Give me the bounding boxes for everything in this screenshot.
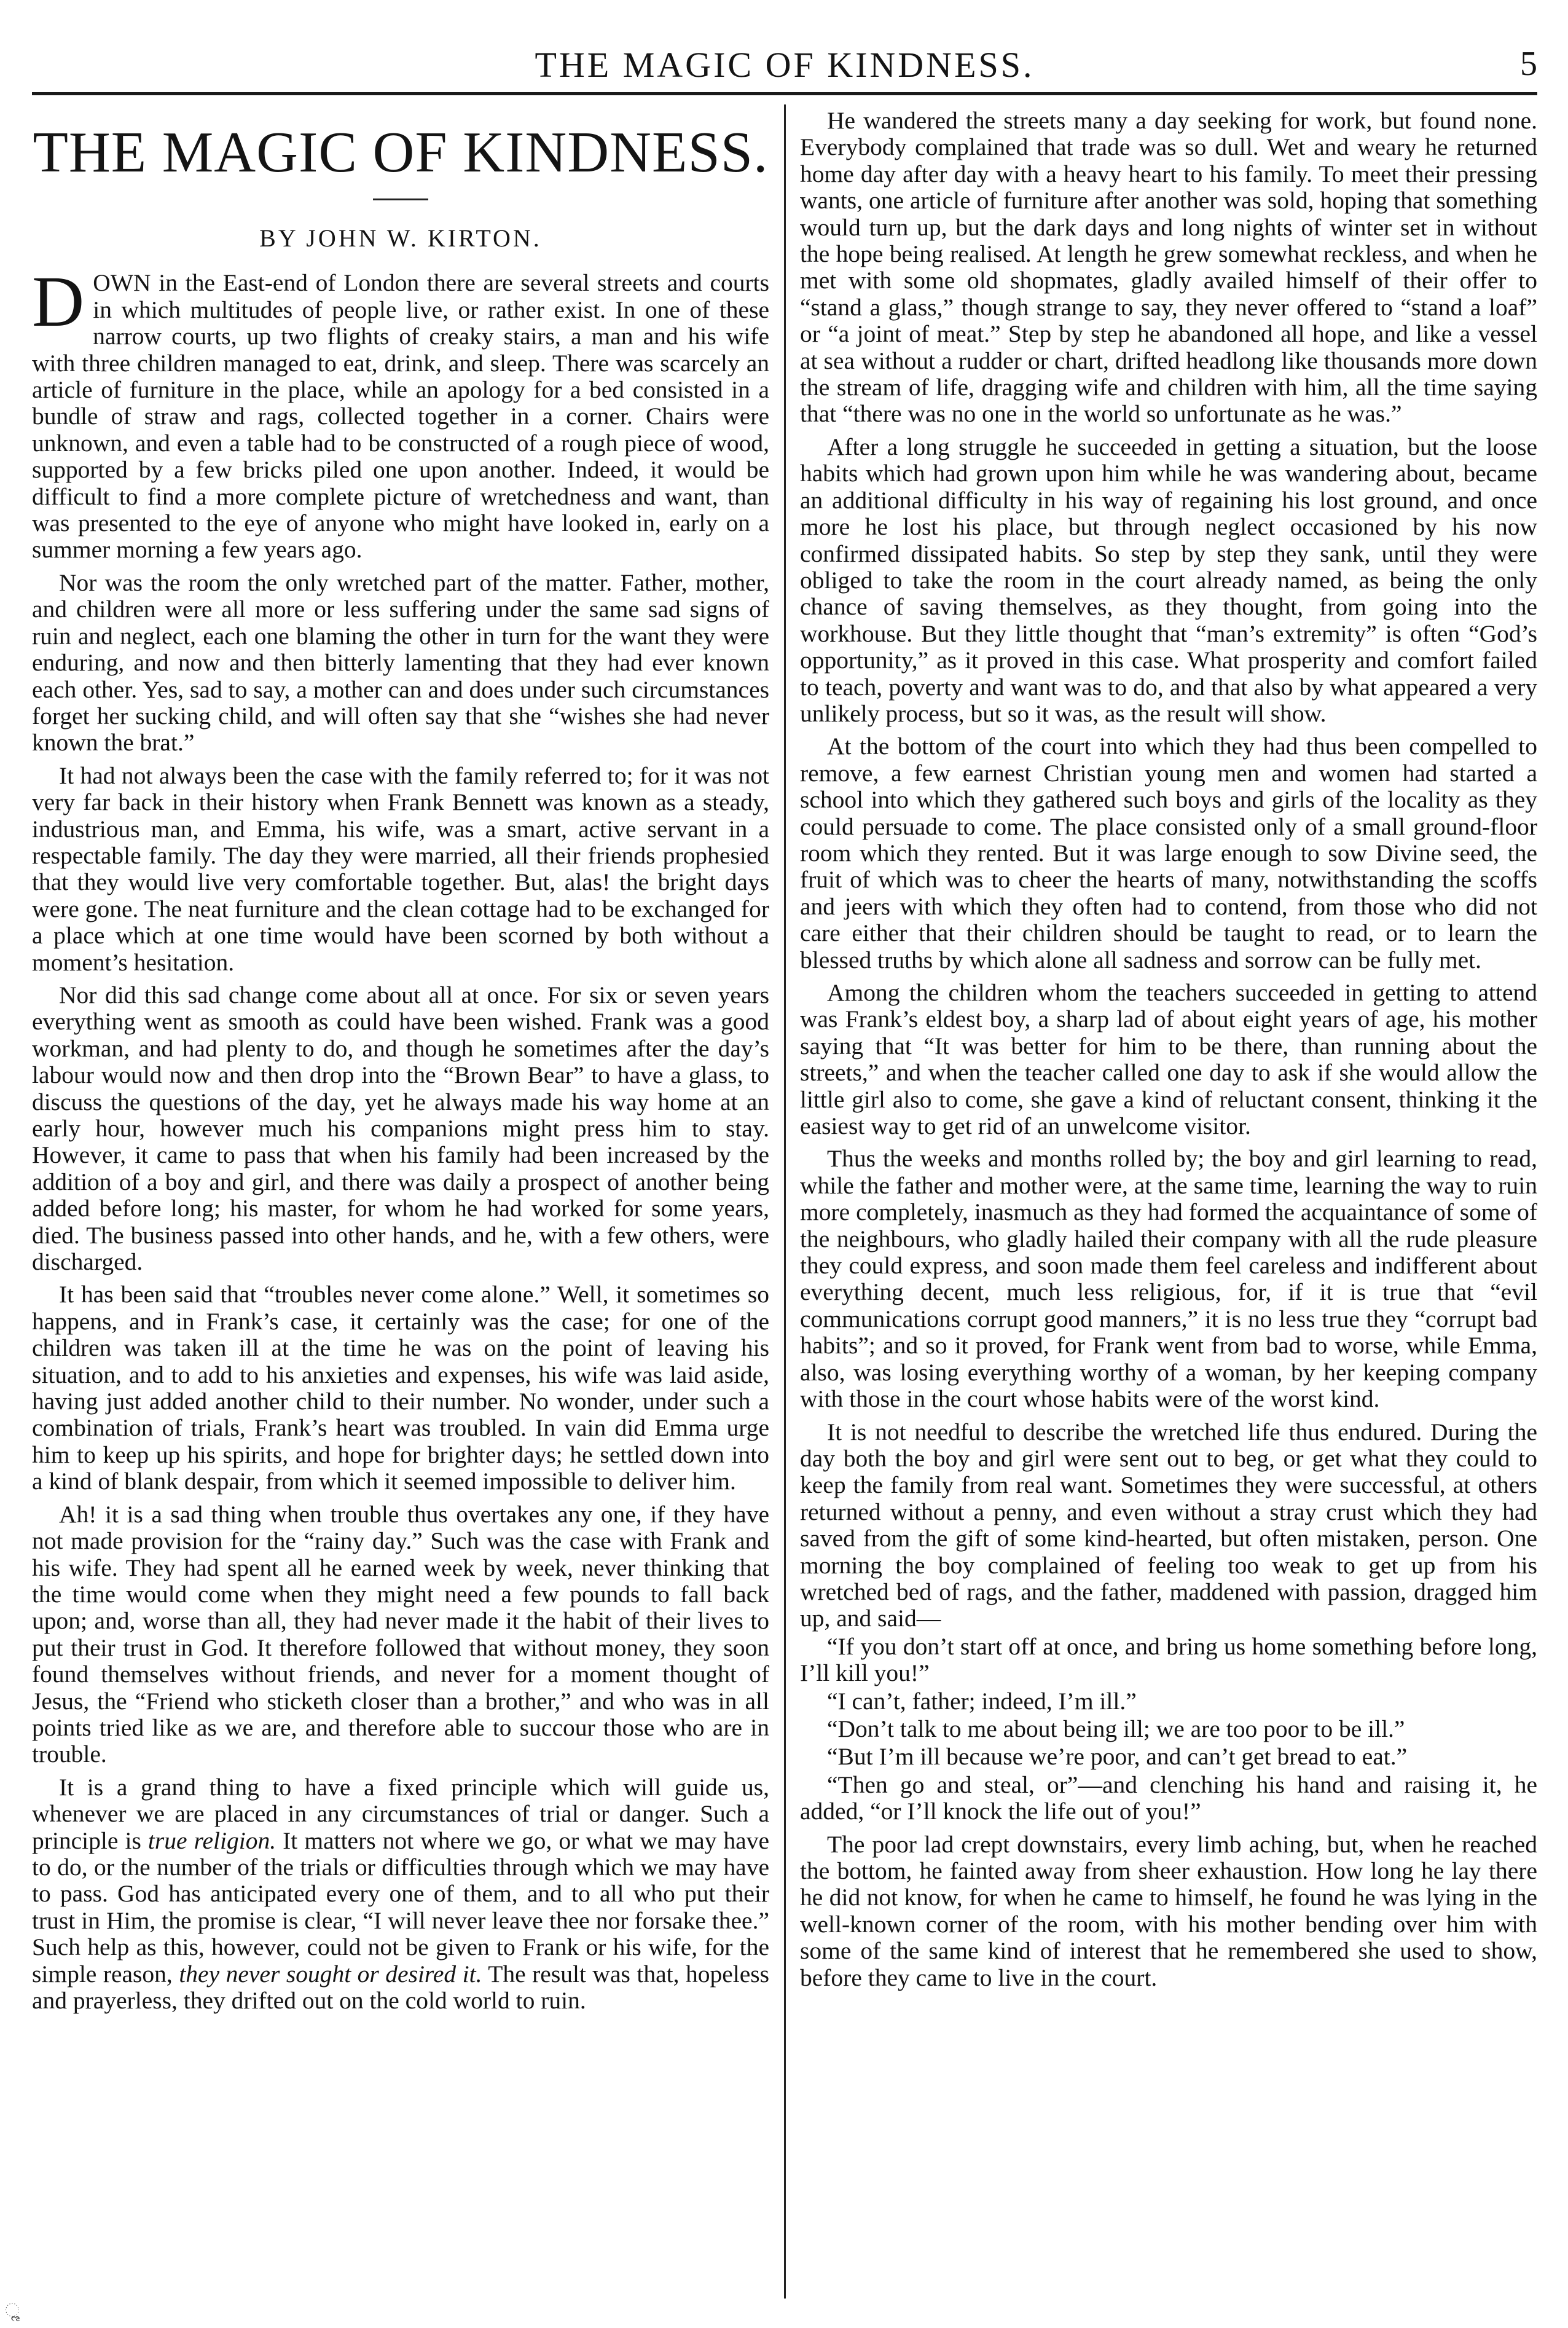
paragraph [32, 1774, 769, 2015]
article-title: THE MAGIC OF KINDNESS. [33, 120, 769, 184]
paragraph: Nor did this sad change come about all at once. For six or seven years everything went as smooth as could have been wished. Frank was a good workman, and had plenty to do, and though he sometimes after the day’s labour would now and then drop into the “Brown Bear” to have a glass, to discuss the questions of the day, yet he always made his way home at an early hour, however much his companions might press him to stay. However, it came to pass that when his family had been increased by the addition of a boy and girl, and there was daily a prospect of another being added before long; his master, for whom he had worked for some years, died. The business passed into other hands, and he, with a few others, were discharged. [32, 981, 769, 1276]
paragraph: It has been said that “troubles never come alone.” Well, it sometimes so happens, and in Frank’s case, it certainly was the case; for one of the children was taken ill at the time he was on the point of leaving his situation, and to add to his anxieties and expenses, his wife was laid aside, having just added another child to their number. No wonder, under such a combination of trials, Frank’s heart was troubled. In vain did Emma urge him to keep up his spirits, and hope for brighter days; he settled down into a kind of blank despair, from which it seemed impossible to deliver him. [32, 1281, 769, 1495]
paragraph: Among the children whom the teachers succeeded in getting to attend was Frank’s eldest boy, a sharp lad of about eight years of age, his mother saying that “It was better for him to be there, than running about the streets,” and when the teacher called one day to ask if she would allow the little girl also to come, she gave a kind of reluctant consent, thinking it the easiest way to get rid of an unwelcome visitor. [800, 979, 1537, 1140]
page-header [32, 44, 1537, 87]
paragraph: Nor was the room the only wretched part of the matter. Father, mother, and children were all more or less suffering under the same sad signs of ruin and neglect, each one blaming the other in turn for the want they were enduring, and now and then bitterly lamenting that they had ever known each other. Yes, sad to say, a mother can and does under such circumstances forget her sucking child, and will often say that she “wishes she had never known the brat.” [32, 568, 769, 757]
dialogue-line: “I can’t, father; indeed, I’m ill.” [827, 1687, 1137, 1715]
paragraph: At the bottom of the court into which they had thus been compelled to remove, a few earnest Christian young men and women had started a school into which they gathered such boys and girls of the locality as they could persuade to come. The place consisted only of a small ground-floor room which they rented. But it was large enough to sow Divine seed, the fruit of which was to cheer the hearts of many, notwithstanding the scoffs and jeers with which they often had to contend, from those who did not care either that their children should be taught to read, or to learn the blessed truths by which alone all sadness and sorrow can be fully met. [800, 733, 1537, 973]
italic-phrase: true religion. [147, 1827, 276, 1854]
byline: BY JOHN W. KIRTON. [259, 224, 542, 252]
paragraph: Thus the weeks and months rolled by; the boy and girl learning to read, while the father and mother were, at the same time, learning the way to ruin more completely, inasmuch as they had formed the acquaintance of some of the neighbours, who gladly hailed their company with all the rude pleasure they could express, and soon made them feel careless and indifferent about everything decent, much less religious, for, if it is true that “evil communications corrupt good manners,” it is no less true they “corrupt bad habits”; and so it proved, for Frank went from bad to worse, while Emma, also, was losing everything worthy of a woman, by her keeping company with those in the court whose habits were of the worst kind. [800, 1145, 1537, 1413]
paragraph-text: The result was that, hopeless and prayerless, they drifted out on the cold world to ruin. [32, 1960, 769, 2014]
paragraph-text: It is a grand thing to have a fixed principle which will guide us, whenever we are placed in any circumstances of trial or danger. Such a principle is [32, 1773, 769, 1854]
dialogue-line: “But I’m ill because we’re poor, and can’t get bread to eat.” [827, 1743, 1408, 1771]
margin-mark: ૢ [5, 2300, 20, 2321]
paragraph: After a long struggle he succeeded in getting a situation, but the loose habits which had grown upon him while he was wandering about, became an additional difficulty in his way of regaining his lost ground, and once more he lost his place, but through neglect occasioned by his now confirmed dissipated habits. So step by step they sank, until they were obliged to take the room in the court already named, as being the only chance of saving themselves, as they thought, from going into the workhouse. But they little thought that “man’s extremity” is often “God’s opportunity,” as it proved in this case. What prosperity and comfort failed to teach, poverty and want was to do, and that also by what appeared a very unlikely process, but so it was, as the result will show. [800, 433, 1537, 727]
dialogue-line: “Then go and steal, or”—and clenching his hand and raising it, he added, “or I’ll knock the life out of you!” [800, 1771, 1537, 1825]
header-rule [32, 92, 1537, 95]
paragraph-text: OWN in the East-end of London there are several streets and courts in which multitudes of people live, or rather exist. In one of these narrow courts, up two flights of creaky stairs, a man and his wife with three children managed to eat, drink, and sleep. There was scarcely an article of furniture in the place, while an apology for a bed consisted in a bundle of straw and rags, collected together in a corner. Chairs were unknown, and even a table had to be constructed of a rough piece of wood, supported by a few bricks piled one upon another. Indeed, it would be difficult to find a more complete picture of wretchedness and want, than was presented to the eye of anyone who might have looked in, early on a summer morning a few years ago. [32, 269, 769, 564]
dialogue-line: “Don’t talk to me about being ill; we are too poor to be ill.” [827, 1715, 1405, 1742]
title-rule [373, 199, 428, 200]
paragraph [32, 261, 769, 564]
paragraph-text: It matters not where we go, or what we may have to do, or the number of the trials or difficulties through which we may have to pass. God has anticipated every one of them, and to all who put their trust in Him, the promise is clear, “I will never leave thee nor forsake thee.” Such help as this, however, could not be given to Frank or his wife, for the simple reason, [32, 1827, 769, 1988]
paragraph: The poor lad crept downstairs, every limb aching, but, when he reached the bottom, he fainted away from sheer exhaustion. How long he lay there he did not know, for when he came to himself, he found he was lying in the well-known corner of the room, with his mother bending over him with some of the same kind of interest that he remembered she used to show, before they came to live in the court. [800, 1830, 1537, 1991]
column-divider [784, 104, 786, 2299]
page-number: 5 [1520, 45, 1537, 83]
paragraph: Ah! it is a sad thing when trouble thus overtakes any one, if they have not made provision for the “rainy day.” Such was the case with Frank and his wife. They had spent all he earned week by week, never thinking that the time would come when they might need a few pounds to fall back upon; and, worse than all, they had never made it the habit of their lives to put their trust in God. It therefore followed that without money, they soon found themselves without friends, and never for a moment thought of Jesus, the “Friend who sticketh closer than a brother,” and who was in all points tried like as we are, and therefore able to succour those who are in trouble. [32, 1500, 769, 1768]
drop-cap: D [32, 261, 85, 342]
right-column [800, 108, 1537, 2295]
dialogue-line: “If you don’t start off at once, and bring us home something before long, I’ll kill you!” [800, 1632, 1537, 1687]
italic-phrase: they never sought or desired it. [179, 1960, 482, 1988]
left-column [32, 108, 769, 2295]
paragraph: It had not always been the case with the family referred to; for it was not very far back in their history when Frank Bennett was known as a steady, industrious man, and Emma, his wife, was a smart, active servant in a respectable family. The day they were married, all their friends prophesied that they would live very comfortable together. But, alas! the bright days were gone. The neat furniture and the clean cottage had to be exchanged for a place which at one time would have been scorned by both without a moment’s hesitation. [32, 761, 769, 976]
running-title: THE MAGIC OF KINDNESS. [535, 45, 1035, 85]
paragraph: He wandered the streets many a day seeking for work, but found none. Everybody complained that trade was so dull. Wet and weary he returned home day after day with a heavy heart to his family. To meet their pressing wants, one article of furniture after another was sold, hoping that something would turn up, but the dark days and long nights of winter set in without the hope being realised. At length he grew somewhat reckless, and when he met with some old shopmates, gladly availed himself of their offer to “stand a glass,” though strange to say, they never offered to “stand a loaf” or “a joint of meat.” Step by step he abandoned all hope, and like a vessel at sea without a rudder or chart, drifted headlong like thousands more down the stream of life, dragging wife and children with him, all the time saying that “there was no one in the world so unfortunate as he was.” [800, 108, 1537, 428]
paragraph: It is not needful to describe the wretched life thus endured. During the day both the boy and girl were sent out to beg, or get what they could to keep the family from real want. Sometimes they were successful, at others returned without a penny, and even without a stray crust which they had saved from the gift of some kind-hearted, but often mistaken, person. One morning the boy complained of feeling too weak to get up from his wretched bed of rags, and the father, maddened with passion, dragged him up, and said— [800, 1418, 1537, 1632]
